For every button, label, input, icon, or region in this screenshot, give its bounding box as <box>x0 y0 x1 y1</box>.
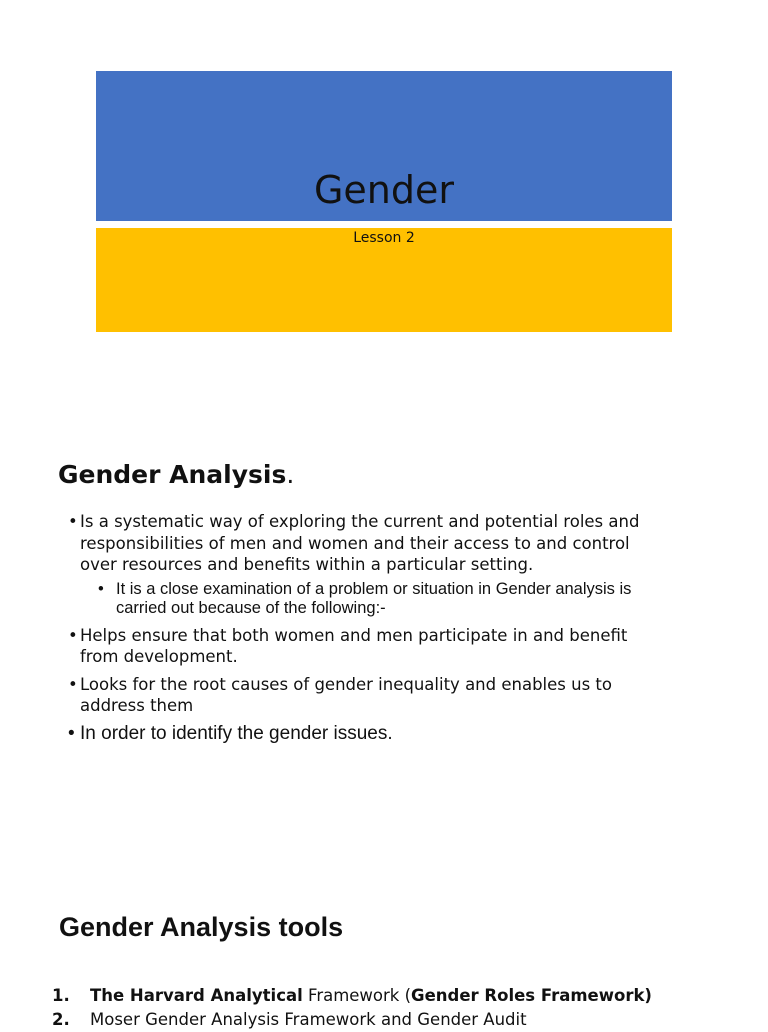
tool-name-bold: The Harvard Analytical <box>90 986 303 1005</box>
tools-list <box>52 984 752 1032</box>
list-number: 1. <box>52 986 70 1005</box>
analysis-bullet-list <box>68 511 658 750</box>
heading-dot: . <box>286 460 295 489</box>
sub-bullet-item: • It is a close examination of a problem or situation in Gender analysis is carried out because of the following:- <box>98 580 658 619</box>
bullet-item: • In order to identify the gender issues. <box>68 723 658 745</box>
analysis-tools-heading: Gender Analysis tools <box>59 912 344 942</box>
gender-analysis-heading <box>58 460 294 489</box>
tool-name: Moser Gender Analysis Framework and Gender Audit <box>90 1010 527 1029</box>
tool-name-normal: Framework ( <box>302 986 412 1005</box>
heading-text: Gender Analysis <box>58 460 287 489</box>
list-item <box>52 1008 752 1032</box>
tool-name-alt: Gender Roles Framework) <box>411 986 652 1005</box>
slide-title: Gender <box>313 168 455 212</box>
slide-subtitle: Lesson 2 <box>353 230 415 246</box>
bullet-item: • Helps ensure that both women and men participate in and benefit from development. <box>68 625 658 668</box>
bullet-item: • Is a systematic way of exploring the current and potential roles and responsibilities of men and women and their access to and control over resources and benefits within a particular setting. <box>68 511 658 576</box>
list-number: 2. <box>52 1010 70 1029</box>
list-item <box>52 984 752 1008</box>
bullet-item: • Looks for the root causes of gender inequality and enables us to address them <box>68 674 658 717</box>
